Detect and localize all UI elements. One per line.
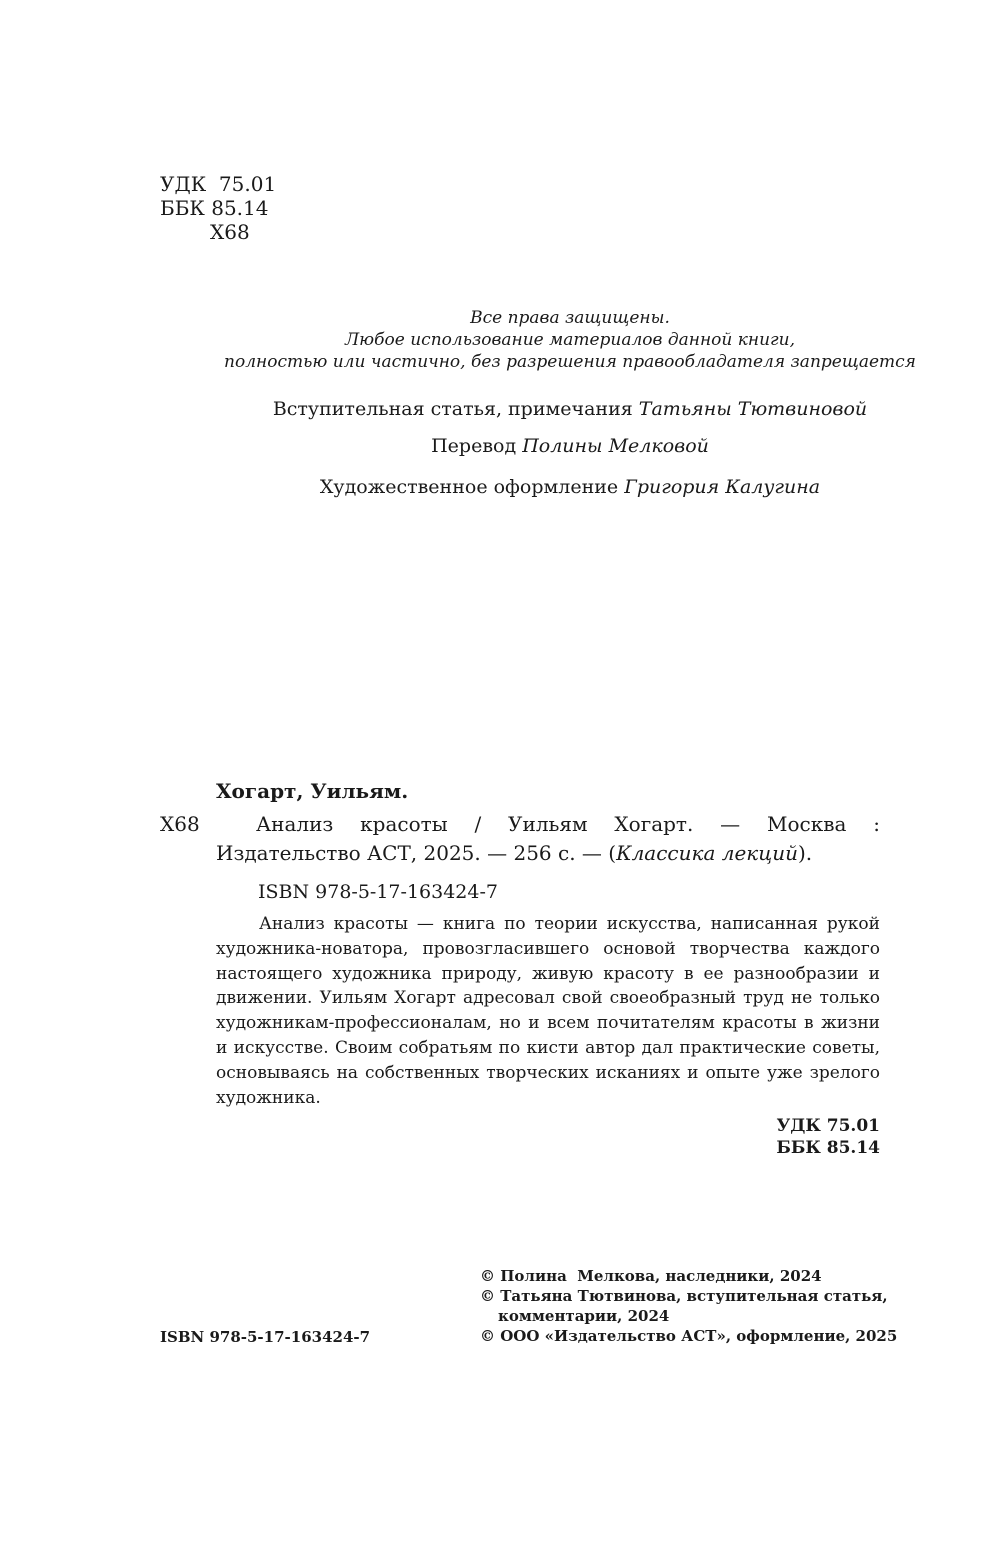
biblio-author: Хогарт, Уильям. (216, 779, 409, 803)
copyright-intro-line2: комментарии, 2024 (498, 1307, 670, 1325)
bbk-label: ББК (160, 196, 205, 220)
copyright-intro-line1: © Татьяна Тютвинова, вступительная статья, (480, 1287, 888, 1305)
annotation-text: Анализ красоты — книга по теории искусства, написанная рукой художника-новатора, провозгласившего основой творчества каждого настоящего художника природу, живую красоту в ее разнообразии и движении. Уильям Хогарт адресовал свой своеобразный труд не только художникам-профессионалам, но и всем почитателям красоты в жизни и искусстве. Своим собратьям по кисти автор дал практические советы, основываясь на собственных творческих исканиях и опыте уже зрелого художника. (216, 914, 880, 1108)
udk-label: УДК (160, 172, 207, 196)
credit-intro-name: Татьяны Тютвиновой (638, 398, 868, 420)
biblio-isbn: ISBN 978-5-17-163424-7 (258, 881, 498, 903)
author-sign: Х68 (210, 220, 250, 244)
rights-line-1: Все права защищены. (470, 308, 670, 328)
classification-block (160, 172, 276, 244)
rights-line-2: Любое использование материалов данной книги, (345, 330, 795, 350)
credit-translation-role: Перевод (431, 435, 517, 457)
biblio-description-end: ). (797, 841, 813, 865)
copyright-publisher: © ООО «Издательство АСТ», оформление, 2025 (480, 1327, 898, 1345)
annotation-bbk: ББК 85.14 (776, 1138, 880, 1158)
credit-intro (100, 397, 1000, 421)
credit-translation (100, 434, 1000, 458)
credit-design-name: Григория Калугина (624, 476, 821, 498)
udk-value: 75.01 (218, 172, 277, 196)
credit-intro-role: Вступительная статья, примечания (272, 398, 633, 420)
rights-line-3: полностью или частично, без разрешения правообладателя запрещается (224, 352, 916, 372)
copyright-block (480, 1266, 897, 1346)
footer-isbn: ISBN 978-5-17-163424-7 (160, 1328, 371, 1346)
copyright-translator: © Полина Мелкова, наследники, 2024 (480, 1267, 822, 1285)
bbk-line (160, 196, 276, 220)
credit-design-role: Художественное оформление (319, 476, 619, 498)
udk-line (160, 172, 276, 196)
biblio-description (216, 810, 880, 868)
rights-notice (100, 307, 1000, 373)
credit-design (100, 475, 1000, 499)
biblio-sign: Х68 (160, 812, 200, 836)
credit-translation-name: Полины Мелковой (522, 435, 709, 457)
biblio-series: Классика лекций (616, 841, 798, 865)
annotation-udk: УДК 75.01 (776, 1116, 880, 1136)
annotation-codes (776, 1115, 880, 1159)
bbk-value: 85.14 (211, 196, 269, 220)
annotation (216, 912, 880, 1110)
biblio-description-text: Анализ красоты / Уильям Хогарт. — Москва : Издательство АСТ, 2025. — 256 с. — ( (216, 812, 880, 865)
